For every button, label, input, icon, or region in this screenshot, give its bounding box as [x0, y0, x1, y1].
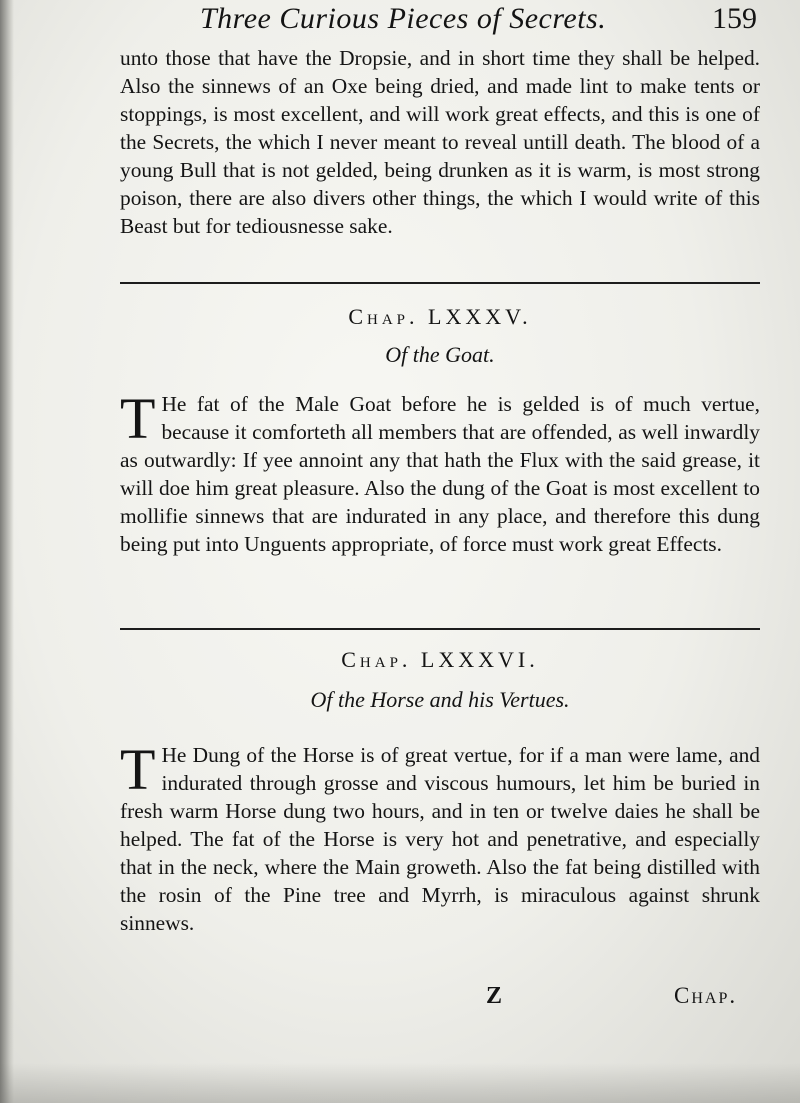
chapter-body [120, 386, 760, 558]
chapter-heading: Chap. LXXXVI. [341, 647, 539, 672]
section-rule [120, 628, 760, 630]
drop-cap: T [120, 386, 156, 451]
chapter-body-text: He Dung of the Horse is of great vertue, for if a man were lame, and indurated through grosse and viscous humours, let him be buried in fresh warm Horse dung two hours, and in ten or twelve daies he shall be helped. The fat of the Horse is very hot and penetrative, and especially that in the neck, where the Main groweth. Also the fat being distilled with the rosin of the Pine tree and Myrrh, is miraculous against shrunk sinnews. [120, 743, 760, 935]
chapter-body-text: He fat of the Male Goat before he is gelded is of much vertue, because it comforteth all members that are offended, as well inwardly as outwardly: If yee annoint any that hath the Flux with the said grease, it will doe him great pleasure. Also the dung of the Goat is most excellent to mollifie sinnews that are indurated in any place, and therefore this dung being put into Unguents appropriate, of force must work great Effects. [120, 392, 760, 556]
catchword: Chap. [674, 983, 738, 1008]
chapter-body [120, 737, 760, 937]
section-rule [120, 282, 760, 284]
paragraph-continuation [120, 44, 760, 240]
running-head: Three Curious Pieces of Secrets. [200, 2, 607, 35]
chapter-title: Of the Goat. [385, 342, 495, 367]
chapter-title: Of the Horse and his Vertues. [310, 687, 570, 712]
paragraph-text: unto those that have the Dropsie, and in short time they shall be helped. Also the sinnews of an Oxe being dried, and made lint to make tents or stoppings, is most excellent, and will work great effects, and this is one of the Secrets, the which I never meant to reveal untill death. The blood of a young Bull that is not gelded, being drunken as it is warm, is most strong poison, there are also divers other things, the which I would write of this Beast but for tediousnesse sake. [120, 46, 760, 238]
drop-cap: T [120, 737, 156, 802]
page-number: 159 [712, 2, 757, 35]
chapter-heading: Chap. LXXXV. [348, 304, 532, 329]
signature-mark: Z [486, 983, 503, 1009]
